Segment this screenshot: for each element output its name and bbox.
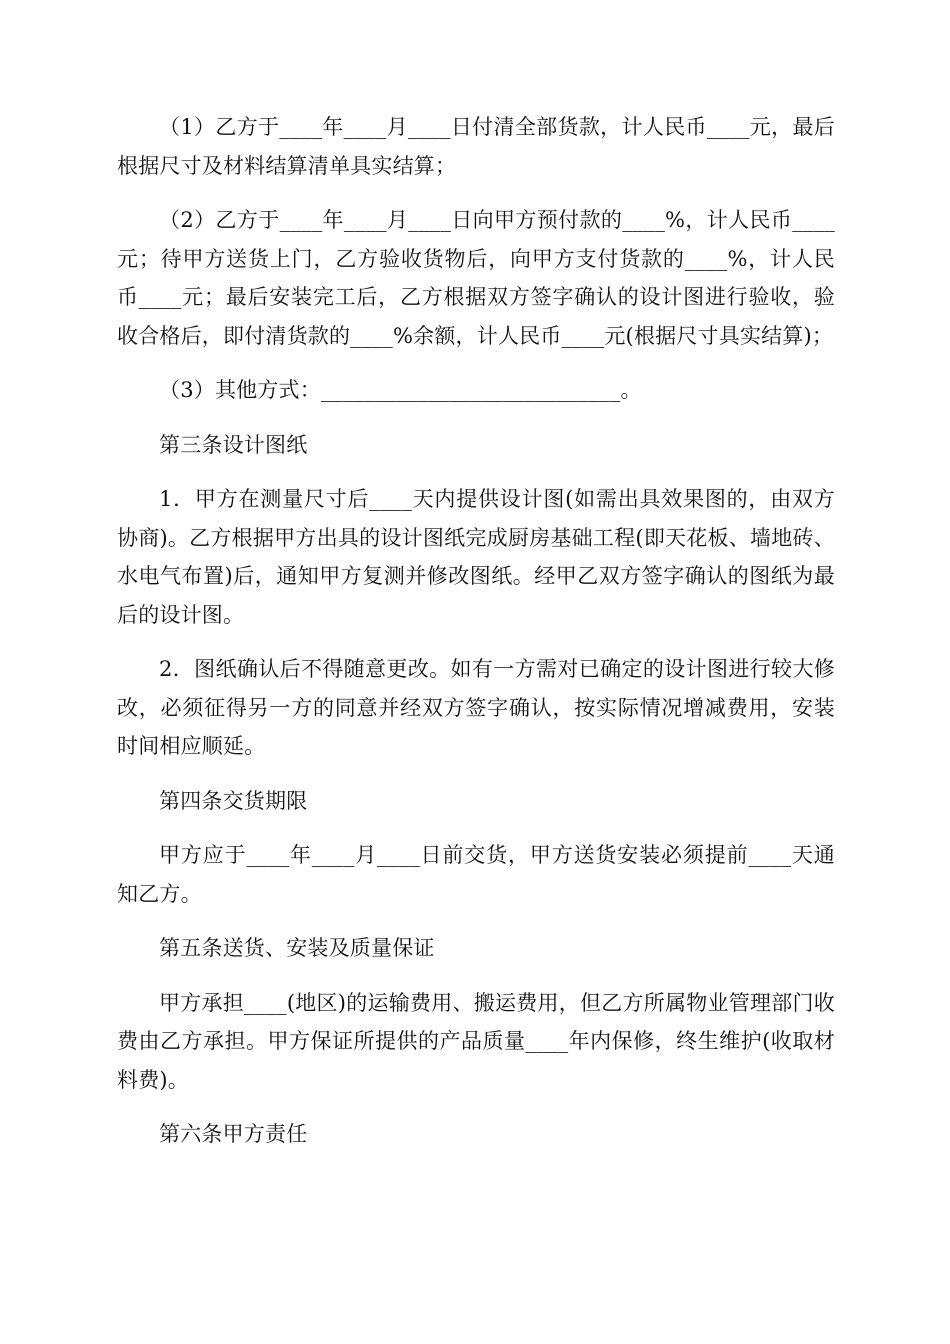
article-5-body: 甲方承担____(地区)的运输费用、搬运费用，但乙方所属物业管理部门收费由乙方承担。甲方保证所提供的产品质量____年内保修，终生维护(收取材料费)。 [117, 990, 835, 1092]
payment-clause-1: （1）乙方于____年____月____日付清全部货款，计人民币____元，最后根据尺寸及材料结算清单具实结算； [117, 115, 835, 178]
article-4-heading: 第四条交货期限 [159, 788, 308, 813]
article-3-item-1: 1．甲方在测量尺寸后____天内提供设计图(如需出具效果图的，由双方协商)。乙方根据甲方出具的设计图纸完成厨房基础工程(即天花板、墙地砖、水电气布置)后，通知甲方复测并修改图纸。经甲乙双方签字确认的图纸为最后的设计图。 [117, 487, 835, 627]
article-3-heading: 第三条设计图纸 [159, 432, 308, 457]
article-4-body: 甲方应于____年____月____日前交货，甲方送货安装必须提前____天通知乙方。 [117, 843, 835, 906]
payment-clause-3: （3）其他方式：____________________________。 [159, 378, 642, 402]
document-page [117, 108, 835, 1170]
article-3-item-2: 2．图纸确认后不得随意更改。如有一方需对已确定的设计图进行较大修改，必须征得另一方的同意并经双方签字确认，按实际情况增减费用，安装时间相应顺延。 [117, 657, 835, 758]
article-5-heading: 第五条送货、安装及质量保证 [159, 936, 435, 960]
article-6-heading: 第六条甲方责任 [159, 1122, 308, 1146]
payment-clause-2: （2）乙方于____年____月____日向甲方预付款的____%，计人民币____元；待甲方送货上门，乙方验收货物后，向甲方支付货款的____%，计人民币____元；最后安装完工后，乙方根据双方签字确认的设计图进行验收，验收合格后，即付清货款的____%余额，计人民币____元(根据尺寸具实结算)； [117, 208, 835, 348]
